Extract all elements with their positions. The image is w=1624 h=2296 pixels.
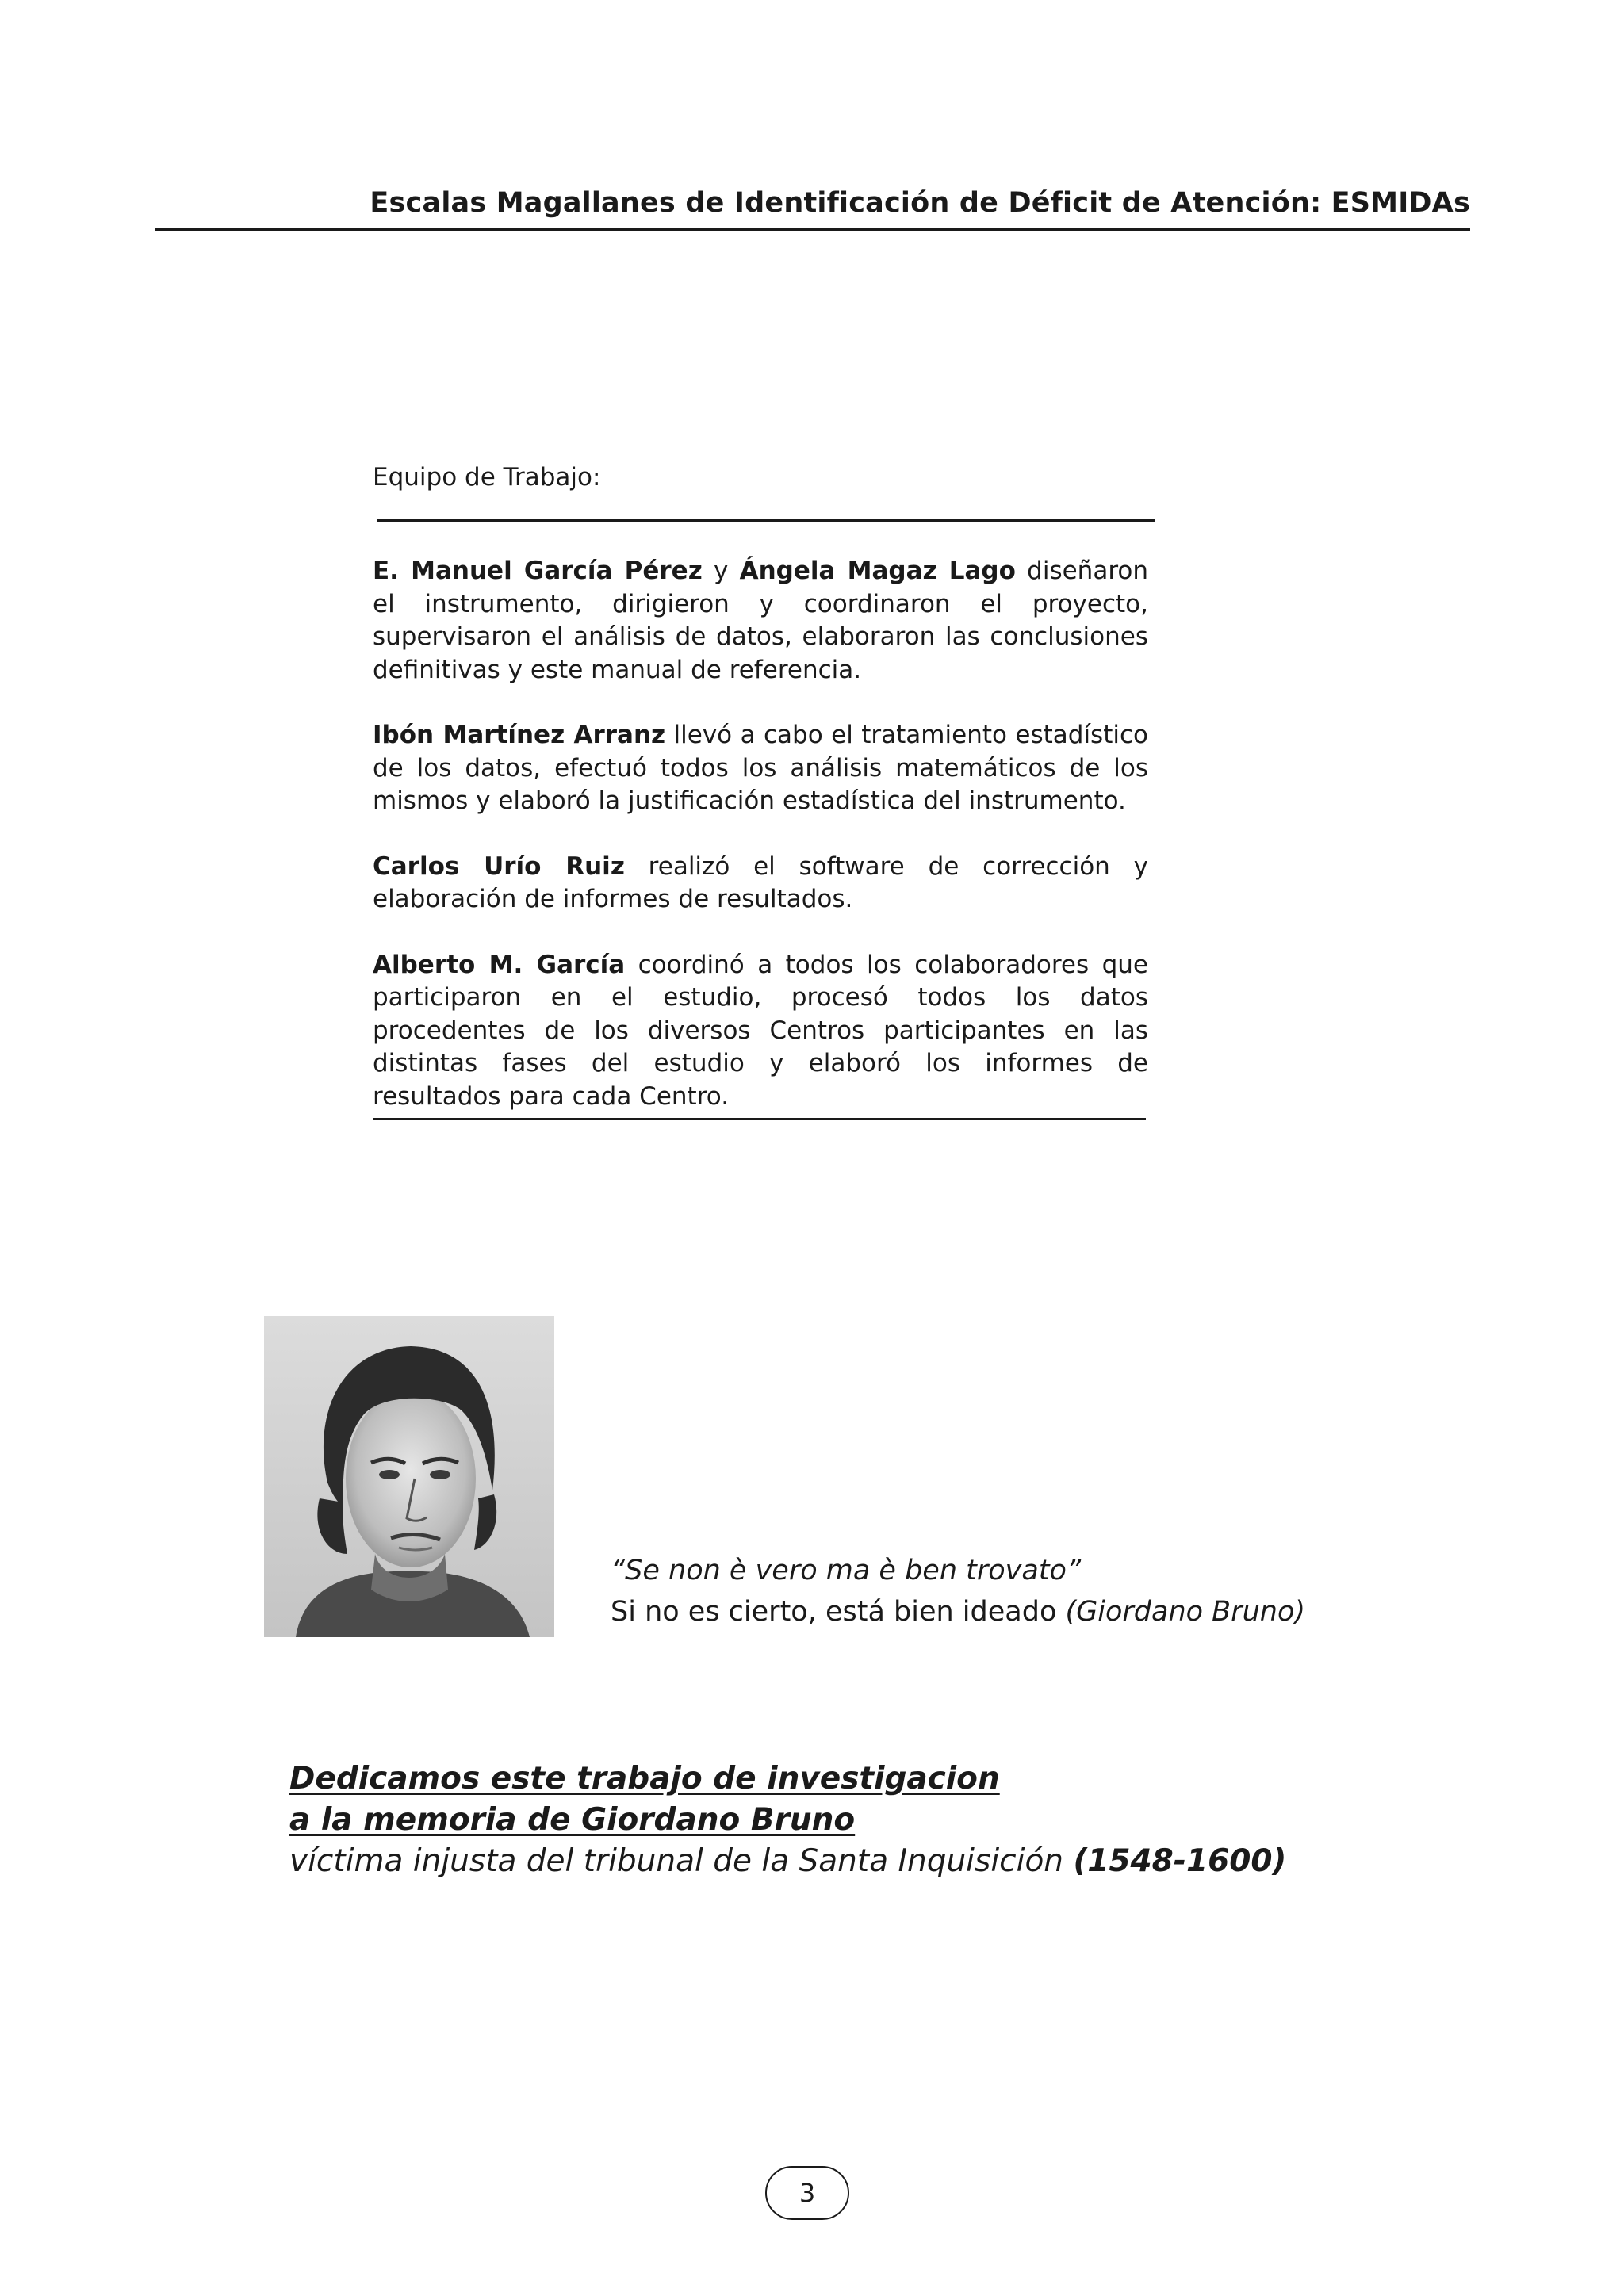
header-rule <box>155 228 1470 231</box>
dedication-line-2: a la memoria de Giordano Bruno <box>289 1802 856 1838</box>
credit-text: llevó a cabo el tratamiento estadístico de los datos, efectuó todos los análisis matemáticos de los mismos y elaboró la justificación estadística del instrumento. <box>373 721 1148 815</box>
credit-text: coordinó a todos los colaboradores que participaron en el estudio, procesó todos los datos procedentes de los diversos Centros participantes en las distintas fases del estudio y elaboró los informes de resultados para cada Centro. <box>373 950 1148 1111</box>
credit-paragraph <box>373 555 1148 687</box>
quote-original: “Se non è vero ma è ben trovato” <box>611 1555 1082 1586</box>
dedication-line-3: víctima injusta del tribunal de la Santa Inquisición <box>289 1843 1074 1879</box>
dedication-years: (1548-1600) <box>1073 1843 1287 1879</box>
giordano-bruno-portrait <box>264 1316 554 1637</box>
team-bottom-rule <box>373 1118 1146 1120</box>
page-number: 3 <box>765 2166 849 2220</box>
quote-translation: Si no es cierto, está bien ideado <box>611 1596 1066 1628</box>
team-credits <box>373 555 1148 1146</box>
credit-text: realizó el software de corrección y elaboración de informes de resultados. <box>373 851 1148 913</box>
credit-name: Ibón Martínez Arranz <box>373 721 666 749</box>
credit-paragraph <box>373 851 1148 916</box>
credit-text: diseñaron el instrumento, dirigieron y coordinaron el proyecto, supervisaron el análisis de datos, elaboraron las conclusiones definitivas y este manual de referencia. <box>373 557 1148 684</box>
running-header: Escalas Magallanes de Identificación de Déficit de Atención: ESMIDAs <box>370 187 1470 219</box>
team-top-rule <box>377 519 1155 522</box>
credit-name: E. Manuel García Pérez <box>373 557 703 585</box>
credit-paragraph <box>373 949 1148 1114</box>
credit-name: Ángela Magaz Lago <box>739 557 1016 585</box>
credit-paragraph <box>373 719 1148 818</box>
team-title: Equipo de Trabajo: <box>373 463 601 492</box>
quote-attribution: (Giordano Bruno) <box>1065 1596 1306 1628</box>
dedication-block <box>289 1758 1286 1882</box>
credit-connector: y <box>702 557 740 585</box>
dedication-line-1: Dedicamos este trabajo de investigacion <box>289 1761 1000 1797</box>
credit-name: Carlos Urío Ruiz <box>373 851 625 881</box>
portrait-illustration <box>264 1316 554 1637</box>
credit-name: Alberto M. García <box>373 950 626 979</box>
quote-block <box>611 1550 1305 1632</box>
